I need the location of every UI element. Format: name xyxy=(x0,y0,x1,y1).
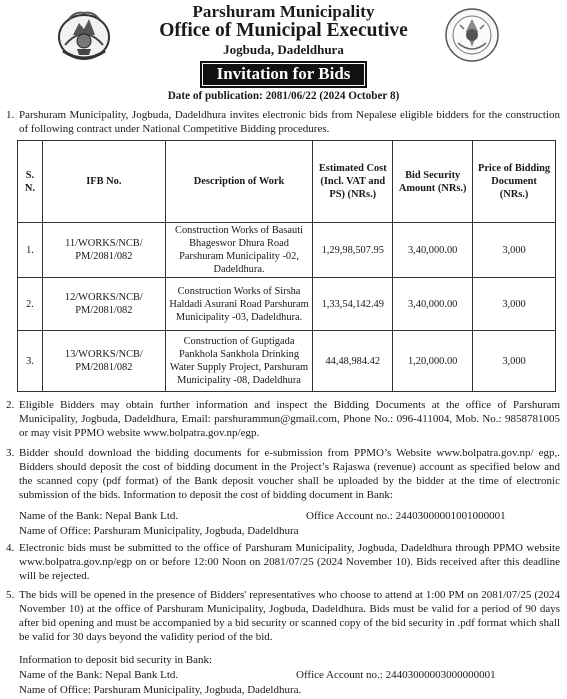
row-document-price: 3,000 xyxy=(473,223,556,278)
header-description: Description of Work xyxy=(165,141,313,223)
office-title: Office of Municipal Executive xyxy=(159,20,408,41)
municipality-name: Parshuram Municipality xyxy=(192,2,375,21)
row-ifb-no: 13/WORKS/NCB/ PM/2081/082 xyxy=(42,331,165,392)
para5-number: 5. xyxy=(6,589,15,601)
para5-office-name: Name of Office: Parshuram Municipality, Jogbuda, Dadeldhura. xyxy=(19,684,302,696)
bids-table xyxy=(17,140,556,392)
notice-title-banner: Invitation for Bids xyxy=(200,61,368,88)
office-location: Jogbuda, Dadeldhura xyxy=(223,42,344,57)
row-description: Construction Works of Sirsha Haldadi Asurani Road Parshuram Municipality -03, Dadeldhura. xyxy=(165,278,313,331)
para1-text: Parshuram Municipality, Jogbuda, Dadeldhura invites electronic bids from Nepalese eligible bidders for the construction of following contract under National Competitive Bidding procedures. xyxy=(19,109,560,135)
para2-number: 2. xyxy=(6,399,15,411)
row-ifb-no: 11/WORKS/NCB/ PM/2081/082 xyxy=(42,223,165,278)
header-bid-security: Bid Security Amount (NRs.) xyxy=(393,141,473,223)
row-estimated-cost: 44,48,984.42 xyxy=(313,331,393,392)
row-bid-security: 3,40,000.00 xyxy=(393,223,473,278)
para3-account-number: Office Account no.: 24403000001001000001 xyxy=(306,510,506,522)
para3-text: Bidder should download the bidding documents for e-submission from PPMO’s Website www.bolpatra.gov.np/ egp,. Bidders should deposit the cost of bidding document in the Project’s Rajaswa (revenue) account as specified below and the scanned copy (pdf format) of the Bank deposit voucher shall be uploaded by the bidder at the time of electronic submission of the bids. Information to deposit the cost of bidding document in Bank: xyxy=(19,447,560,501)
para3-office-name: Name of Office: Parshuram Municipality, Jogbuda, Dadeldhura xyxy=(19,525,299,537)
row-document-price: 3,000 xyxy=(473,278,556,331)
para4-number: 4. xyxy=(6,542,15,554)
para1-number: 1. xyxy=(6,109,15,121)
para5-info-label: Information to deposit bid security in Bank: xyxy=(19,654,213,666)
para5-account-number: Office Account no.: 24403000003000000001 xyxy=(296,669,496,681)
table-row xyxy=(18,331,556,392)
row-document-price: 3,000 xyxy=(473,331,556,392)
table-row xyxy=(18,278,556,331)
publication-date: Date of publication: 2081/06/22 (2024 October 8) xyxy=(167,90,400,102)
para5-bank-name: Name of the Bank: Nepal Bank Ltd. xyxy=(19,669,179,681)
row-description: Construction of Guptigada Pankhola Sankhola Drinking Water Supply Project, Parshuram Municipality -08, Dadeldhura xyxy=(165,331,313,392)
para2-text: Eligible Bidders may obtain further information and inspect the Bidding Documents at the office of Parshuram Municipality, Jogbuda, Dadeldhura, Email: parshurammun@gmail.com, Phone No.: 096-411004, Mob. No.: 9858781005 or may visit PPMO website www.bolpatra.gov.np/egp. xyxy=(19,399,560,439)
table-row xyxy=(18,223,556,278)
row-bid-security: 1,20,000.00 xyxy=(393,331,473,392)
header-estimated-cost: Estimated Cost (Incl. VAT and PS) (NRs.) xyxy=(313,141,393,223)
row-description: Construction Works of Basauti Bhageswor Dhura Road Parshuram Municipality -02, Dadeldhura. xyxy=(165,223,313,278)
para5-text: The bids will be opened in the presence of Bidders' representatives who choose to attend at 1:00 PM on 2081/07/25 (2024 November 10) at the office of Parshuram Municipality, Jogbuda, Dadeldhura. Bids must be valid for a period of 90 days after bid opening and must be accompanied by a bid security or scanned copy of the bid security in .pdf format which shall be valid for 30 days beyond the validity period of the bid. xyxy=(19,589,560,643)
row-estimated-cost: 1,33,54,142.49 xyxy=(313,278,393,331)
table-header-row xyxy=(18,141,556,223)
row-sn: 1. xyxy=(18,223,43,278)
header-sn: S. N. xyxy=(18,141,43,223)
para3-bank-name: Name of the Bank: Nepal Bank Ltd. xyxy=(19,510,179,522)
header-ifb-no: IFB No. xyxy=(42,141,165,223)
row-estimated-cost: 1,29,98,507.95 xyxy=(313,223,393,278)
header-document-price: Price of Bidding Document (NRs.) xyxy=(473,141,556,223)
row-ifb-no: 12/WORKS/NCB/ PM/2081/082 xyxy=(42,278,165,331)
row-bid-security: 3,40,000.00 xyxy=(393,278,473,331)
para4-text: Electronic bids must be submitted to the office of Parshuram Municipality, Jogbuda, Dadeldhura through PPMO website www.bolpatra.gov.np/egp on or before 12:00 Noon on 2081/07/25 (2024 November 10). Bids received after this deadline will be rejected. xyxy=(19,542,560,582)
row-sn: 3. xyxy=(18,331,43,392)
para3-number: 3. xyxy=(6,447,15,459)
row-sn: 2. xyxy=(18,278,43,331)
